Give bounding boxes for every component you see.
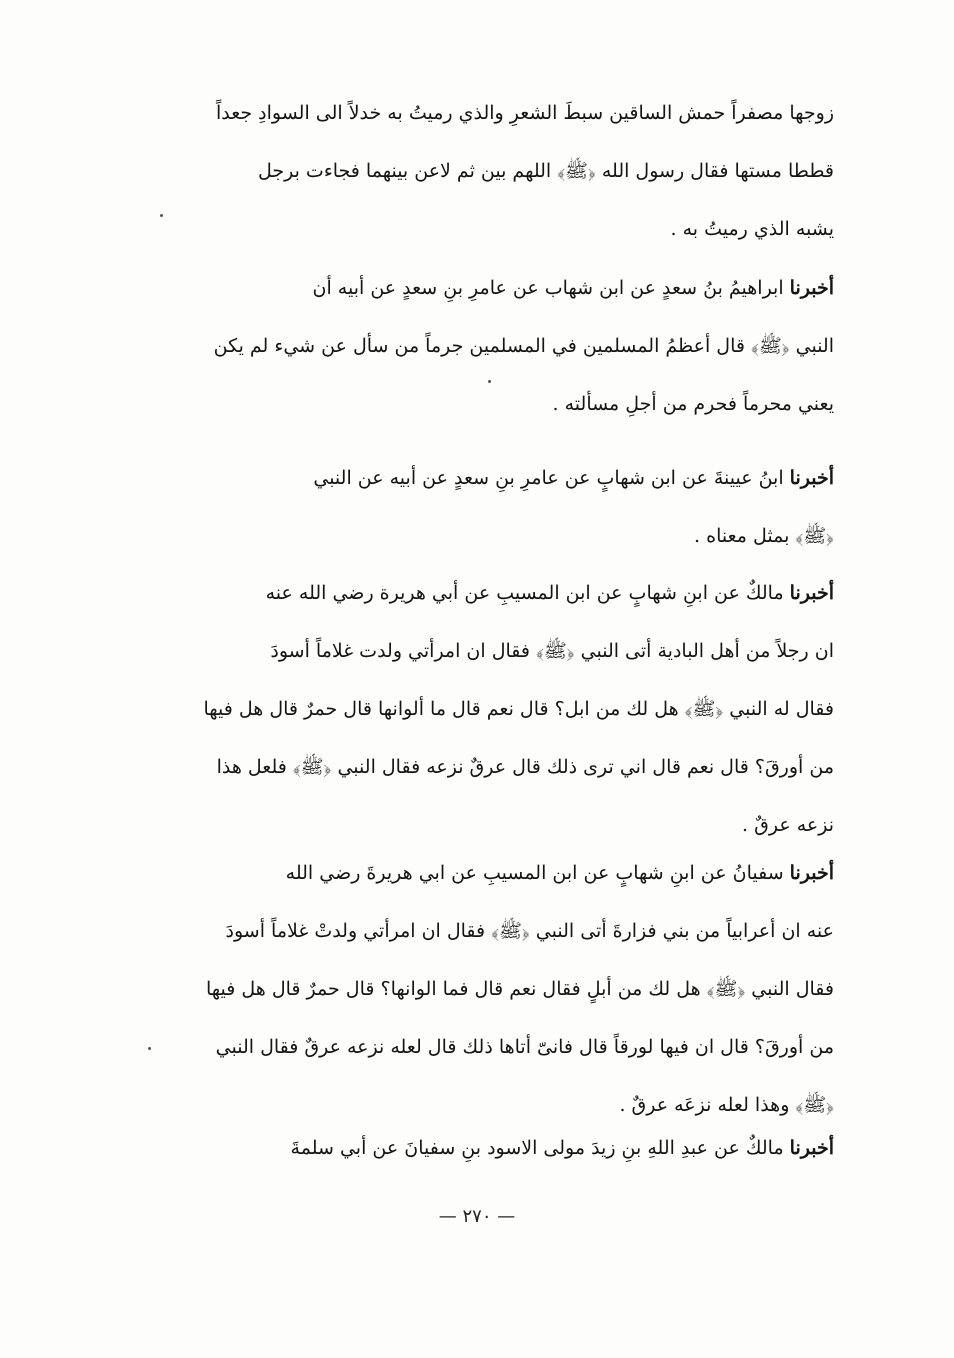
text-line [148,902,834,960]
text-line [148,449,834,507]
line-text: فقال له النبي ﴿ﷺ﴾ هل لك من ابل؟ قال نعم قال ما ألوانها قال حمرٌ قال هل فيها [203,698,834,720]
line-text: النبي ﴿ﷺ﴾ قال أعظمُ المسلمين في المسلمين جرماً من سأل عن شيء لم يكن [213,335,834,357]
text-line [148,844,834,902]
paragraph [148,844,834,1134]
line-text: يعني محرماً فحرم من أجلِ مسألته . [552,393,834,415]
line-text: من أورقَ؟ قال ان فيها لورقاً قال فانىّ أتاها ذلك قال لعله نزعه عرقٌ فقال النبي [215,1036,834,1058]
paragraph [148,84,834,258]
paragraph [148,449,834,565]
narration-lead: أخبرنا [789,1137,834,1159]
text-line [148,200,834,258]
line-text: عنه ان أعرابياً من بني فزارةَ أتى النبي ﴿ﷺ﴾ فقال ان امرأتي ولدتْ غلاماً أسودَ [225,920,834,942]
line-text: ابراهيمُ بنُ سعدٍ عن ابن شهاب عن عامرِ بنِ سعدٍ عن أبيه أن [312,277,790,299]
text-line [148,564,834,622]
line-text: نزعه عرقٌ . [742,814,834,836]
narration-lead: أخبرنا [789,467,834,489]
paragraph [148,564,834,854]
paragraph [148,259,834,433]
line-text: سفيانُ عن ابنِ شهابٍ عن ابن المسيبِ عن ابي هريرةَ رضي الله [285,862,790,884]
line-text: ابنُ عيينةَ عن ابن شهابٍ عن عامرِ بنِ سعدٍ عن أبيه عن النبي [313,467,790,489]
text-line [148,738,834,796]
narration-lead: أخبرنا [789,582,834,604]
text-line [148,1119,834,1177]
text-line [148,142,834,200]
line-text: ﴿ﷺ﴾ وهذا لعله نزعَه عرقٌ . [619,1094,834,1116]
line-text: مالكٌ عن عبدِ اللهِ بنِ زيدَ مولى الاسود بنِ سفيانَ عن أبي سلمةَ [290,1137,790,1159]
paragraph [148,1119,834,1177]
text-line [148,375,834,433]
text-line [148,317,834,375]
scan-speck [148,1047,151,1050]
line-text: زوجها مصفراً حمش الساقين سبطَ الشعرِ والذي رميتُ به خدلاً الى السوادِ جعداً [215,102,834,124]
text-line [148,960,834,1018]
line-text: قططا مستها فقال رسول الله ﴿ﷺ﴾ اللهم بين ثم لاعن بينهما فجاءت برجل [257,160,834,182]
line-text: فقال النبي ﴿ﷺ﴾ هل لك من أبلٍ فقال نعم قال فما الوانها؟ قال حمرٌ قال هل فيها [205,978,834,1000]
scan-speck [160,214,163,217]
text-line [148,259,834,317]
text-line [148,84,834,142]
line-text: من أورقَ؟ قال نعم قال اني ترى ذلك قال عرقٌ نزعه فقال النبي ﴿ﷺ﴾ فلعل هذا [216,756,834,778]
line-text: ان رجلاً من أهل البادية أتى النبي ﴿ﷺ﴾ فقال ان امرأتي ولدت غلاماً أسودَ [270,640,834,662]
narration-lead: أخبرنا [789,277,834,299]
line-text: يشبه الذي رميتُ به . [670,218,834,240]
line-text: ﴿ﷺ﴾ بمثل معناه . [694,525,834,547]
scan-speck [488,380,491,383]
text-line [148,507,834,565]
narration-lead: أخبرنا [789,862,834,884]
text-line [148,680,834,738]
line-text: مالكٌ عن ابنِ شهابٍ عن ابن المسيبِ عن أبي هريرة رضي الله عنه [265,582,790,604]
text-line [148,622,834,680]
page-number: — ٢٧٠ — [438,1206,516,1227]
text-line [148,1018,834,1076]
